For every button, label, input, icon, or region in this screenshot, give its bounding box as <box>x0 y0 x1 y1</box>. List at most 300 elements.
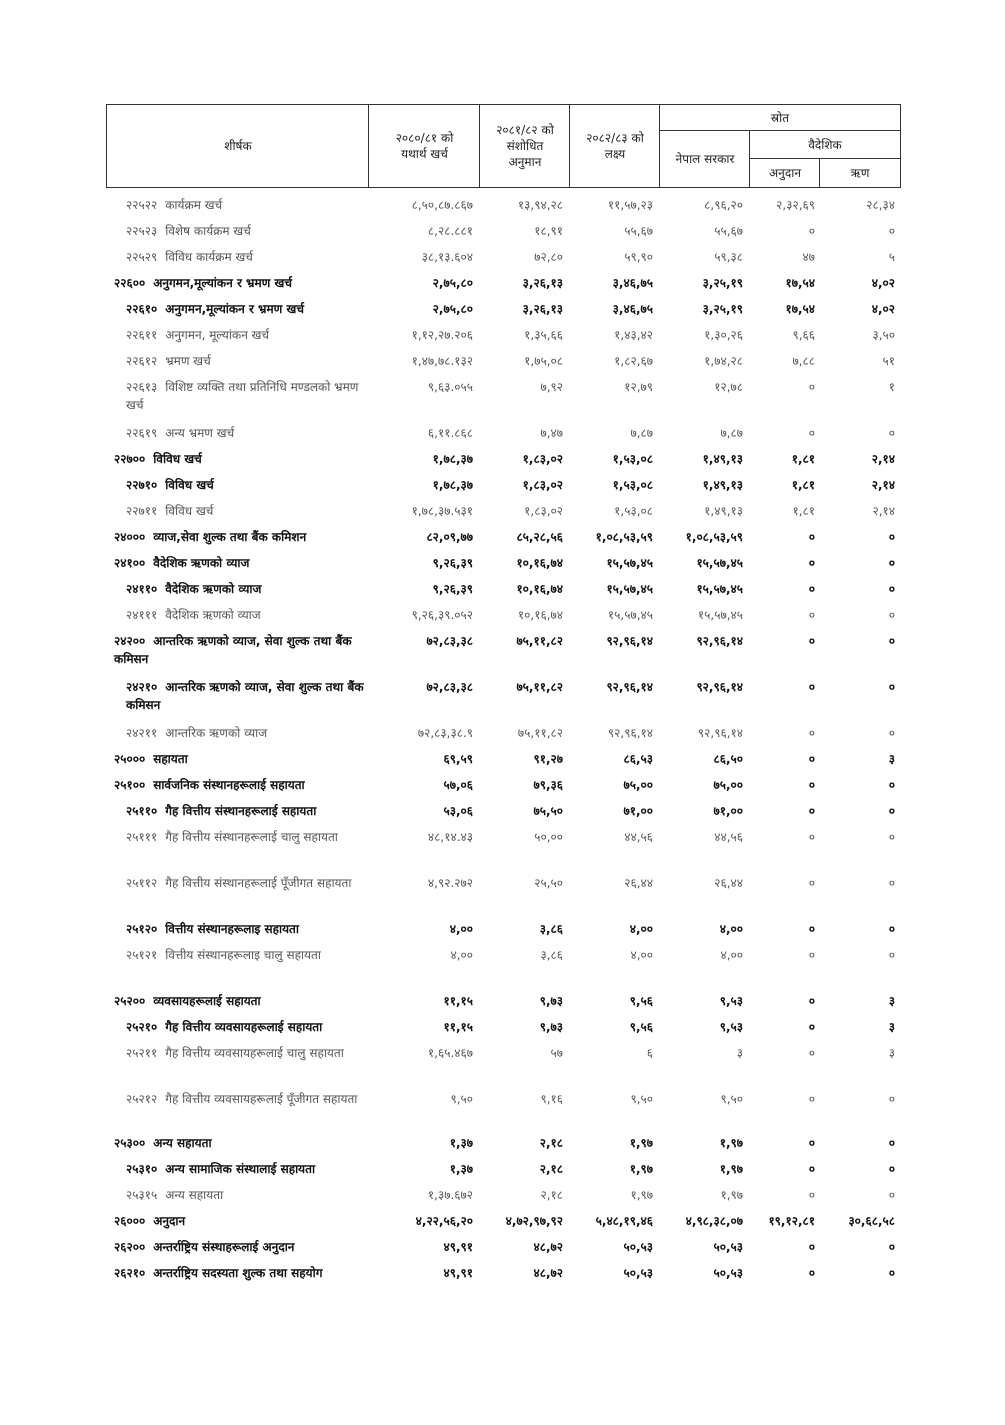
row-title: गैह वित्तीय संस्थानहरूलाई सहायता <box>165 804 317 818</box>
row-value-v3: १५,५७,४५ <box>607 608 653 622</box>
header-divider <box>569 105 570 187</box>
row-value-v5: ० <box>808 380 815 394</box>
row-value-v2: १३,९४,२८ <box>517 198 563 212</box>
table-row <box>106 1238 901 1264</box>
header-divider <box>659 130 900 131</box>
row-title: अन्तर्राष्ट्रिय सदस्यता शुल्क तथा सहयोग <box>153 1266 323 1280</box>
row-value-v1: ९,६३.०५५ <box>427 380 473 394</box>
row-value-v1: १,३७ <box>449 1136 473 1150</box>
row-value-v1: ६९,५९ <box>443 752 473 766</box>
row-value-v6: ० <box>888 830 895 844</box>
row-value-v4: ५५,६७ <box>714 224 743 238</box>
row-value-v5: ० <box>808 582 815 596</box>
row-value-v2: ३,८६ <box>539 922 563 936</box>
row-title-cell <box>106 946 368 964</box>
row-code: २६००० <box>114 1214 146 1228</box>
row-value-v5: १,८१ <box>791 452 815 466</box>
row-value-v4: १,९७ <box>719 1162 743 1176</box>
row-value-v3: ९,५६ <box>629 1020 653 1034</box>
row-code: २५२१२ <box>126 1092 158 1106</box>
row-value-v1: १,७८,३७.५३१ <box>411 504 473 518</box>
row-value-v5: ० <box>808 680 815 694</box>
row-value-v1: ८,५०,८७.८६७ <box>411 198 473 212</box>
row-value-v6: ० <box>888 608 895 622</box>
row-value-v4: १,०८,५३,५९ <box>685 530 743 544</box>
row-title: आन्तरिक ऋणको व्याज, सेवा शुल्क तथा बैंक कमिसन <box>126 680 364 712</box>
row-title: अन्तर्राष्ट्रिय संस्थाहरूलाई अनुदान <box>153 1240 295 1254</box>
row-value-v3: ५०,५३ <box>623 1266 653 1280</box>
row-title: गैह वित्तीय संस्थानहरूलाई चालु सहायता <box>165 830 338 844</box>
table-row <box>106 1264 901 1304</box>
row-value-v5: ७,८८ <box>792 354 815 368</box>
row-value-v1: ८२,०९,७७ <box>426 530 473 544</box>
row-title-cell <box>106 776 368 794</box>
row-value-v5: १७,५४ <box>785 276 815 290</box>
row-code: २५१२० <box>126 922 158 936</box>
row-value-v3: १,९७ <box>629 1162 653 1176</box>
table-row <box>106 424 901 450</box>
row-code: २५३०० <box>114 1136 146 1150</box>
table-row <box>106 378 901 424</box>
row-title: सहायता <box>153 752 188 766</box>
row-code: २५२०० <box>114 994 146 1008</box>
row-value-v5: ० <box>808 1188 815 1202</box>
row-title-cell <box>106 920 368 938</box>
header-title: शीर्षक <box>224 139 252 153</box>
row-value-v4: १५,५७,४५ <box>696 582 743 596</box>
row-value-v4: ७५,०० <box>713 778 743 792</box>
row-title: अनुगमन, मूल्यांकन खर्च <box>165 328 270 342</box>
row-title-cell <box>106 326 368 344</box>
row-value-v1: २,७५,८० <box>432 276 473 290</box>
row-value-v4: १५,५७,४५ <box>697 608 743 622</box>
row-value-v2: २५,५० <box>534 876 563 890</box>
row-value-v2: ७५,११,८२ <box>516 634 563 648</box>
row-value-v4: १५,५७,४५ <box>696 556 743 570</box>
row-value-v1: ९,५० <box>450 1092 473 1106</box>
table-row <box>106 476 901 502</box>
row-value-v1: ५३,०६ <box>443 804 473 818</box>
row-value-v3: १,८२,६७ <box>614 354 653 368</box>
row-value-v4: १,३०,२६ <box>704 328 743 342</box>
row-value-v2: २,१८ <box>539 1136 563 1150</box>
row-code: २५२११ <box>126 1046 158 1060</box>
row-value-v5: १९,१२,८१ <box>768 1214 815 1228</box>
header-divider <box>368 105 369 187</box>
row-value-v2: १,८३,०२ <box>522 452 563 466</box>
table-row <box>106 196 901 222</box>
row-value-v1: १,७८,३७ <box>432 478 473 492</box>
row-value-v1: ४,९२.२७२ <box>427 876 473 890</box>
row-title: अन्य सहायता <box>153 1136 212 1150</box>
row-value-v3: ९२,९६,१४ <box>606 680 653 694</box>
row-title-cell <box>106 378 368 414</box>
row-value-v1: १,३७ <box>449 1162 473 1176</box>
row-value-v3: १,४३,४२ <box>614 328 653 342</box>
row-value-v3: १५,५७,४५ <box>606 556 653 570</box>
row-value-v1: ४,०० <box>449 922 473 936</box>
row-code: २४२१० <box>126 680 158 694</box>
row-value-v2: ४८,७२ <box>533 1266 563 1280</box>
row-value-v3: १,०८,५३,५९ <box>595 530 653 544</box>
row-value-v4: १,९७ <box>719 1136 743 1150</box>
row-value-v2: ४८,७२ <box>533 1240 563 1254</box>
table-row <box>106 606 901 632</box>
row-value-v1: ८,२८.८८१ <box>427 224 473 238</box>
row-title-cell <box>106 678 368 714</box>
row-value-v2: १८,९१ <box>534 224 563 238</box>
row-title-cell <box>106 802 368 820</box>
table-row <box>106 326 901 352</box>
row-value-v2: ३,२६,१३ <box>522 302 563 316</box>
row-title-cell <box>106 450 368 468</box>
row-value-v6: २८,३४ <box>866 198 895 212</box>
row-code: २४००० <box>114 530 146 544</box>
row-value-v2: ९१,२७ <box>533 752 563 766</box>
row-value-v4: ७१,०० <box>713 804 743 818</box>
row-value-v6: ० <box>888 224 895 238</box>
row-value-v2: २,१८ <box>539 1162 563 1176</box>
row-value-v4: १,४९,१३ <box>702 478 743 492</box>
row-title-cell <box>106 424 368 442</box>
table-row <box>106 920 901 946</box>
row-code: २२६१० <box>126 302 158 316</box>
row-code: २५१०० <box>114 778 146 792</box>
row-value-v3: १,५३,०८ <box>614 504 653 518</box>
row-title: गैह वित्तीय संस्थानहरूलाई पूँजीगत सहायता <box>165 876 352 890</box>
row-value-v4: १,९७ <box>720 1188 743 1202</box>
row-value-v2: ३,८६ <box>540 948 563 962</box>
row-value-v4: ९२,९६,१४ <box>696 634 743 648</box>
row-code: २२६१९ <box>126 426 158 440</box>
header-grant: अनुदान <box>769 166 801 180</box>
row-code: २५३१० <box>126 1162 158 1176</box>
table-row <box>106 802 901 828</box>
row-value-v1: १,४७,७८.१३२ <box>411 354 473 368</box>
header-foreign: वैदेशिक <box>808 138 842 152</box>
table-row <box>106 248 901 274</box>
row-title: अन्य सामाजिक संस्थालाई सहायता <box>165 1162 316 1176</box>
table-row <box>106 874 901 920</box>
row-code: २५००० <box>114 752 146 766</box>
table-row <box>106 946 901 992</box>
row-code: २२७०० <box>114 452 146 466</box>
row-value-v1: ११,१५ <box>443 1020 473 1034</box>
row-value-v5: ० <box>808 634 815 648</box>
row-value-v1: ४९,९१ <box>443 1266 473 1280</box>
row-code: २६२१० <box>114 1266 146 1280</box>
row-value-v4: ४,०० <box>719 922 743 936</box>
row-code: २५११२ <box>126 876 158 890</box>
row-value-v1: १,६५.४६७ <box>427 1046 473 1060</box>
row-value-v3: ५५,६७ <box>624 224 653 238</box>
budget-table <box>106 104 901 1280</box>
table-row <box>106 1090 901 1136</box>
row-value-v4: ८६,५० <box>713 752 743 766</box>
row-value-v4: ४,०० <box>720 948 743 962</box>
row-value-v6: ० <box>888 1162 895 1176</box>
row-title: विशिष्ट व्यक्ति तथा प्रतिनिधि मण्डलको भ्रमण खर्च <box>126 380 359 412</box>
table-row <box>106 300 901 326</box>
table-header <box>106 104 901 188</box>
row-value-v5: ० <box>808 1240 815 1254</box>
row-value-v5: ० <box>808 994 815 1008</box>
row-value-v6: ३ <box>888 1046 895 1060</box>
row-title: विविध कार्यक्रम खर्च <box>165 250 253 264</box>
row-value-v1: ४९,९१ <box>443 1240 473 1254</box>
row-title: वैदेशिक ऋणको व्याज <box>165 608 261 622</box>
row-title-cell <box>106 606 368 624</box>
row-title-cell <box>106 248 368 266</box>
row-value-v4: ९२,९६,१४ <box>696 680 743 694</box>
row-code: २५१२१ <box>126 948 158 962</box>
row-value-v5: ९,६६ <box>792 328 815 342</box>
row-value-v2: ९,७३ <box>539 1020 563 1034</box>
row-value-v5: ० <box>808 726 815 740</box>
row-title: व्यवसायहरूलाई सहायता <box>153 994 261 1008</box>
row-value-v6: ३,५० <box>872 328 895 342</box>
row-value-v3: ४,०० <box>629 922 653 936</box>
row-title: कार्यक्रम खर्च <box>165 198 223 212</box>
row-value-v4: ४४,५६ <box>714 830 743 844</box>
row-title-cell <box>106 1186 368 1204</box>
row-value-v6: ० <box>888 426 895 440</box>
row-value-v6: ० <box>888 948 895 962</box>
row-value-v1: २,७५,८० <box>432 302 473 316</box>
header-divider <box>659 105 660 187</box>
row-value-v4: ३,२५,१९ <box>702 276 743 290</box>
row-value-v6: २,१४ <box>871 478 895 492</box>
row-value-v1: १,३७.६७२ <box>427 1188 473 1202</box>
row-value-v4: १,४९,१३ <box>704 504 743 518</box>
row-title: व्याज,सेवा शुल्क तथा बैंक कमिशन <box>153 530 307 544</box>
header-loan: ऋण <box>850 166 870 180</box>
row-value-v5: ० <box>808 876 815 890</box>
row-value-v3: ४,०० <box>630 948 653 962</box>
row-value-v2: १,८३,०२ <box>524 504 563 518</box>
row-title-cell <box>106 874 368 892</box>
row-value-v2: १०,१६,७४ <box>516 582 563 596</box>
row-title-cell <box>106 528 368 546</box>
row-title-cell <box>106 300 368 318</box>
row-title: वित्तीय संस्थानहरूलाइ चालु सहायता <box>165 948 321 962</box>
row-title: गैह वित्तीय व्यवसायहरूलाई चालु सहायता <box>165 1046 344 1060</box>
row-value-v2: ९,७३ <box>539 994 563 1008</box>
row-value-v5: ० <box>808 752 815 766</box>
header-divider <box>479 105 480 187</box>
row-title-cell <box>106 196 368 214</box>
row-value-v3: ११,५७,२३ <box>607 198 653 212</box>
row-value-v5: ० <box>808 1046 815 1060</box>
row-value-v6: ३ <box>888 994 895 1008</box>
row-title-cell <box>106 1134 368 1152</box>
row-code: २४१११ <box>126 608 158 622</box>
row-value-v2: ७५,५० <box>533 804 563 818</box>
row-value-v6: ० <box>888 582 895 596</box>
header-nepal-govt: नेपाल सरकार <box>675 152 735 166</box>
row-code: २४२११ <box>126 726 158 740</box>
row-value-v1: ७२,८३,३८.९ <box>417 726 473 740</box>
row-value-v1: ३८,१३.६०४ <box>421 250 473 264</box>
row-value-v1: ९,२६,३९ <box>432 556 473 570</box>
row-title: वैदेशिक ऋणको व्याज <box>165 582 262 596</box>
row-value-v6: २,१४ <box>871 452 895 466</box>
table-row <box>106 502 901 528</box>
row-title-cell <box>106 502 368 520</box>
row-value-v4: ७,८७ <box>720 426 743 440</box>
row-code: २२६११ <box>126 328 158 342</box>
row-value-v4: ९,५३ <box>719 994 743 1008</box>
row-value-v5: ० <box>808 778 815 792</box>
row-value-v1: ५७,०६ <box>443 778 473 792</box>
row-title-cell <box>106 1090 368 1108</box>
row-title: विविध खर्च <box>165 504 214 518</box>
row-value-v3: ५०,५३ <box>623 1240 653 1254</box>
row-value-v5: ० <box>808 922 815 936</box>
row-value-v1: ९,२६,३९ <box>432 582 473 596</box>
row-title-cell <box>106 476 368 494</box>
row-value-v5: ४७ <box>802 250 815 264</box>
row-value-v3: १२,७९ <box>624 380 653 394</box>
row-value-v5: ० <box>808 1092 815 1106</box>
table-row <box>106 632 901 678</box>
row-value-v5: ० <box>808 1020 815 1034</box>
row-value-v5: ० <box>808 1136 815 1150</box>
row-value-v6: ० <box>888 530 895 544</box>
row-value-v4: १,४९,१३ <box>702 452 743 466</box>
row-value-v4: ५०,५३ <box>713 1240 743 1254</box>
row-value-v3: १५,५७,४५ <box>606 582 653 596</box>
row-code: २२६०० <box>114 276 146 290</box>
row-value-v2: २,१८ <box>540 1188 563 1202</box>
row-title-cell <box>106 554 368 572</box>
row-title: अनुगमन,मूल्यांकन र भ्रमण खर्च <box>165 302 304 316</box>
row-value-v3: ५९,९० <box>624 250 653 264</box>
row-value-v3: १,९७ <box>629 1136 653 1150</box>
row-value-v1: ९,२६,३९.०५२ <box>411 608 473 622</box>
row-value-v3: ९२,९६,१४ <box>607 726 653 740</box>
table-row <box>106 274 901 300</box>
row-value-v6: ३ <box>888 1020 895 1034</box>
table-row <box>106 1160 901 1186</box>
header-actual-expense: २०८०/८१ को यथार्थ खर्च <box>395 131 454 161</box>
row-value-v6: ० <box>888 922 895 936</box>
row-value-v3: २६,४४ <box>624 876 653 890</box>
row-value-v6: ३ <box>888 752 895 766</box>
row-value-v5: ० <box>808 948 815 962</box>
row-value-v2: ७,९२ <box>540 380 563 394</box>
header-divider <box>749 131 750 187</box>
row-title-cell <box>106 1212 368 1230</box>
row-title-cell <box>106 992 368 1010</box>
row-value-v3: ९,५० <box>630 1092 653 1106</box>
row-value-v6: ० <box>888 804 895 818</box>
row-value-v4: ३ <box>736 1046 743 1060</box>
row-title-cell <box>106 352 368 370</box>
table-row <box>106 1134 901 1160</box>
table-row <box>106 450 901 476</box>
row-code: २४२०० <box>114 634 146 648</box>
row-value-v5: ० <box>808 608 815 622</box>
row-value-v3: ७५,०० <box>623 778 653 792</box>
row-value-v6: ५१ <box>882 354 895 368</box>
row-value-v3: ५,४८,१९,४६ <box>595 1214 653 1228</box>
row-value-v1: ७२,८३,३८ <box>426 680 473 694</box>
row-value-v3: ३,४६,७५ <box>612 302 653 316</box>
row-value-v3: ८६,५३ <box>623 752 653 766</box>
row-title: गैह वित्तीय व्यवसायहरूलाई पूँजीगत सहायता <box>165 1092 358 1106</box>
row-value-v3: ६ <box>646 1046 653 1060</box>
row-title: अन्य सहायता <box>165 1188 224 1202</box>
row-value-v4: ९,५३ <box>719 1020 743 1034</box>
row-code: २५२१० <box>126 1020 158 1034</box>
row-value-v3: ९,५६ <box>629 994 653 1008</box>
row-value-v3: ७१,०० <box>623 804 653 818</box>
row-value-v2: १,३५,६६ <box>524 328 563 342</box>
row-value-v6: ० <box>888 680 895 694</box>
row-value-v4: १,७४,२८ <box>704 354 743 368</box>
row-code: २५११० <box>126 804 158 818</box>
row-value-v3: १,९७ <box>630 1188 653 1202</box>
row-value-v6: ० <box>888 1240 895 1254</box>
row-value-v2: १०,१६,७४ <box>516 556 563 570</box>
table-row <box>106 1018 901 1044</box>
row-value-v3: १,५३,०८ <box>612 478 653 492</box>
row-code: २२७११ <box>126 504 158 518</box>
row-value-v5: १,८१ <box>792 504 815 518</box>
row-value-v2: ९,१६ <box>540 1092 563 1106</box>
table-row <box>106 1186 901 1212</box>
row-value-v2: १,८३,०२ <box>522 478 563 492</box>
row-value-v2: ४,७२,९७,९२ <box>505 1214 563 1228</box>
row-title: आन्तरिक ऋणको व्याज, सेवा शुल्क तथा बैंक कमिसन <box>114 634 352 666</box>
row-code: २२७१० <box>126 478 158 492</box>
row-value-v5: १७,५४ <box>785 302 815 316</box>
row-value-v6: १ <box>888 380 895 394</box>
table-row <box>106 992 901 1018</box>
row-code: २४११० <box>126 582 158 596</box>
row-value-v6: ० <box>888 556 895 570</box>
row-value-v4: २६,४४ <box>714 876 743 890</box>
row-value-v5: ० <box>808 556 815 570</box>
row-title: अन्य भ्रमण खर्च <box>165 426 235 440</box>
row-value-v5: ० <box>808 426 815 440</box>
row-title: विशेष कार्यक्रम खर्च <box>165 224 251 238</box>
row-title-cell <box>106 724 368 742</box>
table-row <box>106 352 901 378</box>
row-value-v5: ० <box>808 830 815 844</box>
row-value-v5: ० <box>808 530 815 544</box>
row-title-cell <box>106 1264 368 1282</box>
row-title-cell <box>106 1018 368 1036</box>
row-value-v3: ४४,५६ <box>624 830 653 844</box>
row-value-v6: ० <box>888 1188 895 1202</box>
table-row <box>106 678 901 724</box>
row-value-v5: ० <box>808 804 815 818</box>
row-value-v2: १,७५,०८ <box>524 354 563 368</box>
row-value-v2: ७,४७ <box>540 426 563 440</box>
row-title: वैदेशिक ऋणको व्याज <box>153 556 250 570</box>
row-value-v1: १,१२,२७.२०६ <box>411 328 473 342</box>
row-title-cell <box>106 274 368 292</box>
table-row <box>106 1212 901 1238</box>
row-value-v6: ० <box>888 778 895 792</box>
row-value-v5: ० <box>808 1162 815 1176</box>
row-value-v5: १,८१ <box>791 478 815 492</box>
row-title-cell <box>106 828 368 846</box>
header-source: स्रोत <box>770 111 790 125</box>
row-value-v4: ८,९६,२० <box>704 198 743 212</box>
